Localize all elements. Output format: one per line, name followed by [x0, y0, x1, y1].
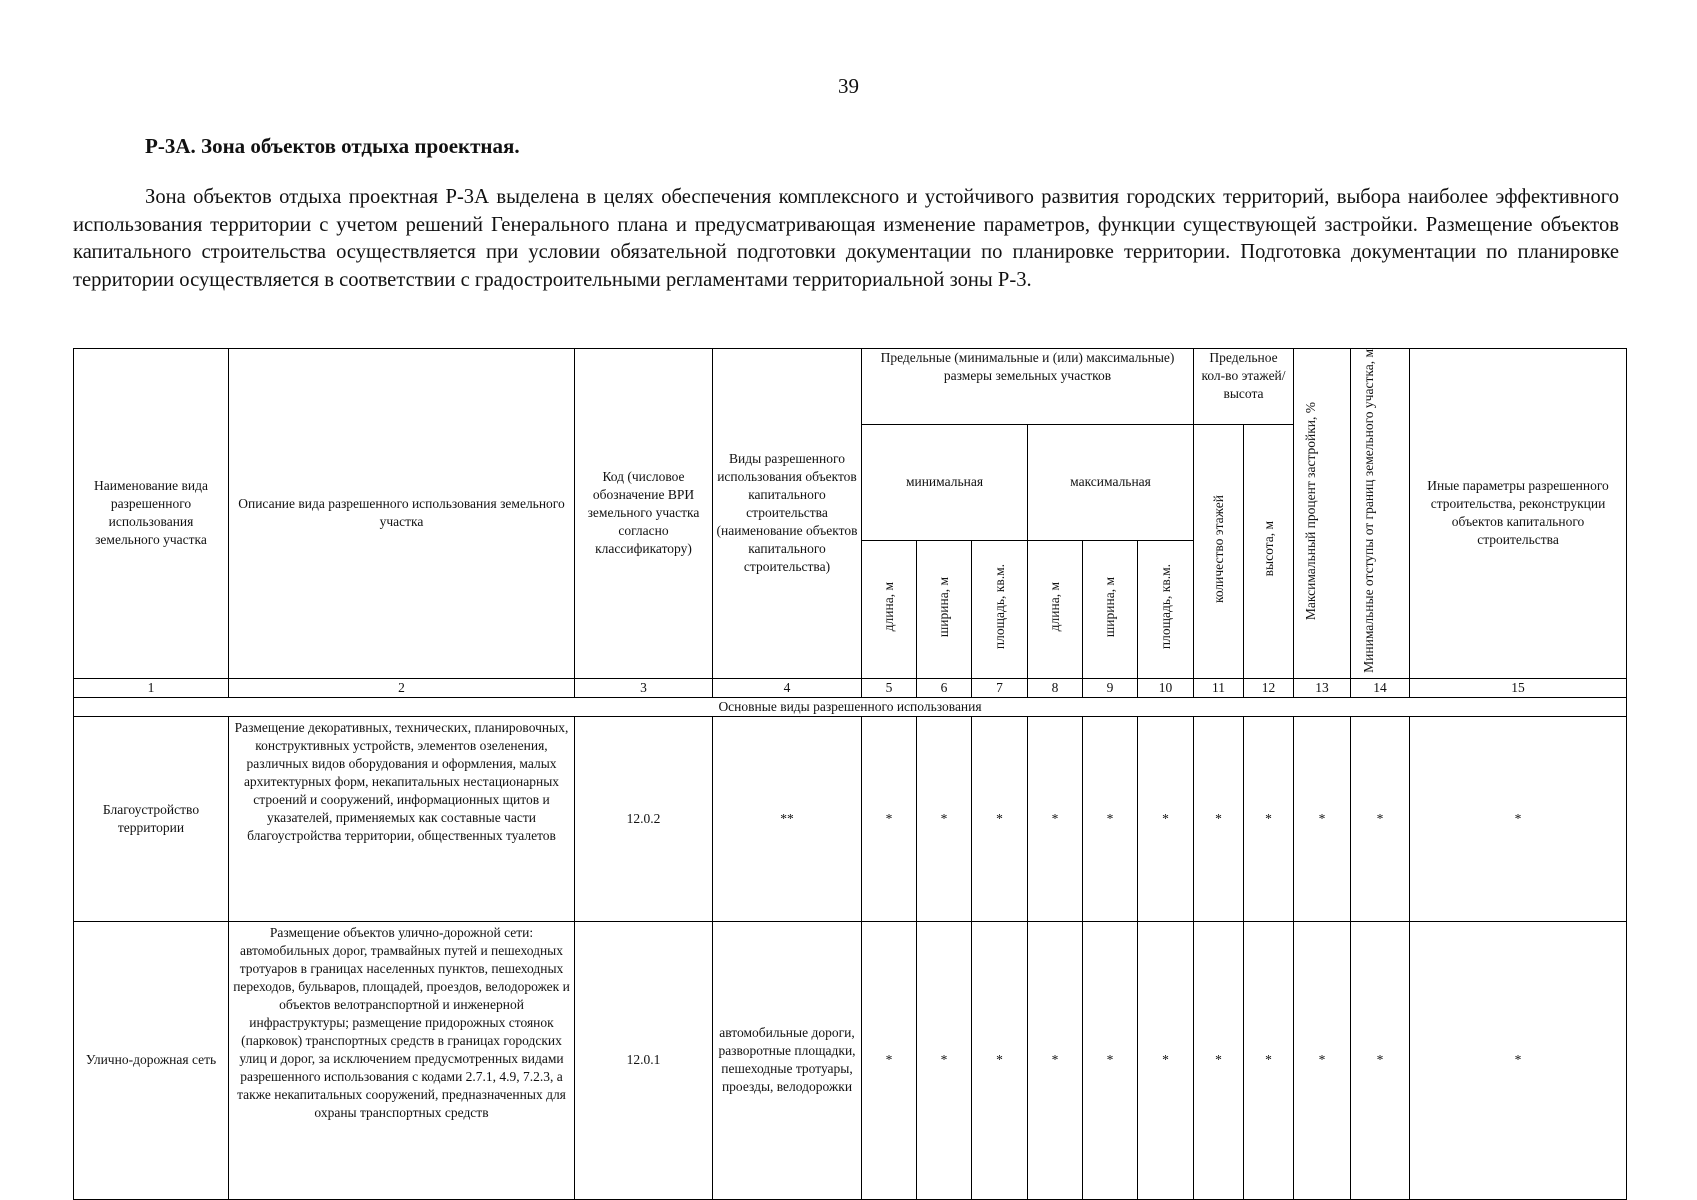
param-cell: *: [972, 921, 1028, 1199]
param-cell: *: [1083, 716, 1138, 921]
param-cell: *: [1138, 921, 1194, 1199]
param-cell: *: [862, 716, 917, 921]
param-cell: *: [917, 921, 972, 1199]
permitted-use-table: [73, 348, 1627, 1200]
header-max-length: [1028, 540, 1083, 678]
column-number: 5: [862, 678, 917, 697]
use-name: Улично-дорожная сеть: [74, 921, 229, 1199]
header-floors: [1194, 425, 1244, 679]
column-number: 8: [1028, 678, 1083, 697]
param-cell: *: [1138, 716, 1194, 921]
intro-paragraph: Зона объектов отдыха проектная Р-3А выделена в целях обеспечения комплексного и устойчивого развития городских территорий, выбора наиболее эффективного использования территории с учетом решений Генерального плана и предусматривающая изменение параметров, функции существующей застройки. Размещение объектов капитального строительства осуществляется при условии обязательной подготовки документации по планировке территории. Подготовка документации по планировке территории осуществляется в соответствии с градостроительными регламентами территориальной зоны Р-3.: [73, 186, 1619, 291]
column-number: 3: [575, 678, 713, 697]
header-max-area: [1138, 540, 1194, 678]
header-sizes: Предельные (минимальные и (или) максимальные) размеры земельных участков: [862, 349, 1194, 425]
param-cell: *: [1244, 921, 1294, 1199]
param-cell: *: [1194, 921, 1244, 1199]
header-min-area-text: площадь, кв.м.: [991, 564, 1007, 650]
use-name: Благоустройство территории: [74, 716, 229, 921]
param-cell: *: [1083, 921, 1138, 1199]
param-cell: *: [1294, 716, 1351, 921]
header-min-width: [917, 540, 972, 678]
use-code: 12.0.2: [575, 716, 713, 921]
header-setbacks: [1351, 349, 1410, 679]
column-number: 2: [229, 678, 575, 697]
header-max: максимальная: [1028, 425, 1194, 541]
header-max-length-text: длина, м: [1047, 582, 1062, 632]
use-objects: автомобильные дороги, разворотные площадки, пешеходные тротуары, проезды, велодорожки: [713, 921, 862, 1199]
header-other: Иные параметры разрешенного строительства, реконструкции объектов капитального строительства: [1410, 349, 1627, 679]
column-number: 14: [1351, 678, 1410, 697]
column-number-row: [74, 678, 1627, 697]
header-objects: Виды разрешенного использования объектов капитального строительства (наименование объектов капитального строительства): [713, 349, 862, 679]
column-number: 13: [1294, 678, 1351, 697]
group-title: Основные виды разрешенного использования: [74, 697, 1627, 716]
column-number: 4: [713, 678, 862, 697]
header-max-area-text: площадь, кв.м.: [1157, 564, 1173, 650]
header-max-percent-text: Максимальный процент застройки, %: [1303, 401, 1319, 620]
column-number: 10: [1138, 678, 1194, 697]
param-cell: *: [1410, 921, 1627, 1199]
header-floors-group: Предельное кол-во этажей/ высота: [1194, 349, 1294, 425]
use-description: Размещение объектов улично-дорожной сети: автомобильных дорог, трамвайных путей и пешеходных тротуаров в границах населенных пунктов, пешеходных переходов, бульваров, площадей, проездов, велодорожек и объектов велотранспортной и инженерной инфраструктуры; размещение придорожных стоянок (парковок) транспортных средств в границах городских улиц и дорог, за исключением предусмотренных видами разрешенного использования с кодами 2.7.1, 4.9, 7.2.3, а также некапитальных сооружений, предназначенных для охраны транспортных средств: [229, 921, 575, 1199]
header-min: минимальная: [862, 425, 1028, 541]
param-cell: *: [862, 921, 917, 1199]
group-row: [74, 697, 1627, 716]
column-number: 6: [917, 678, 972, 697]
column-number: 12: [1244, 678, 1294, 697]
header-max-width-text: ширина, м: [1102, 576, 1117, 637]
header-setbacks-text: Минимальные отступы от границ земельного участка, м: [1361, 349, 1377, 673]
param-cell: *: [1410, 716, 1627, 921]
column-number: 9: [1083, 678, 1138, 697]
header-floors-text: количество этажей: [1210, 494, 1226, 603]
param-cell: *: [1244, 716, 1294, 921]
header-height: [1244, 425, 1294, 679]
param-cell: *: [917, 716, 972, 921]
header-name: Наименование вида разрешенного использования земельного участка: [74, 349, 229, 679]
use-objects: **: [713, 716, 862, 921]
param-cell: *: [1028, 921, 1083, 1199]
header-min-width-text: ширина, м: [936, 576, 951, 637]
header-max-width: [1083, 540, 1138, 678]
use-description: Размещение декоративных, технических, планировочных, конструктивных устройств, элементов озеленения, различных видов оборудования и оформления, малых архитектурных форм, некапитальных нестационарных строений и сооружений, информационных щитов и указателей, применяемых как составные части благоустройства территории, общественных туалетов: [229, 716, 575, 921]
param-cell: *: [1351, 921, 1410, 1199]
column-number: 11: [1194, 678, 1244, 697]
param-cell: *: [972, 716, 1028, 921]
param-cell: *: [1351, 716, 1410, 921]
header-min-length-text: длина, м: [881, 582, 896, 632]
header-min-length: [862, 540, 917, 678]
header-code: Код (числовое обозначение ВРИ земельного участка согласно классификатору): [575, 349, 713, 679]
header-max-percent: [1294, 349, 1351, 679]
section-heading: Р-3А. Зона объектов отдыха проектная.: [145, 134, 520, 158]
column-number: 1: [74, 678, 229, 697]
column-number: 15: [1410, 678, 1627, 697]
header-min-area: [972, 540, 1028, 678]
table-row: [74, 921, 1627, 1199]
header-description: Описание вида разрешенного использования земельного участка: [229, 349, 575, 679]
table-row: [74, 716, 1627, 921]
header-height-text: высота, м: [1260, 521, 1276, 577]
param-cell: *: [1294, 921, 1351, 1199]
page-number: 39: [838, 74, 859, 98]
param-cell: *: [1194, 716, 1244, 921]
use-code: 12.0.1: [575, 921, 713, 1199]
column-number: 7: [972, 678, 1028, 697]
param-cell: *: [1028, 716, 1083, 921]
